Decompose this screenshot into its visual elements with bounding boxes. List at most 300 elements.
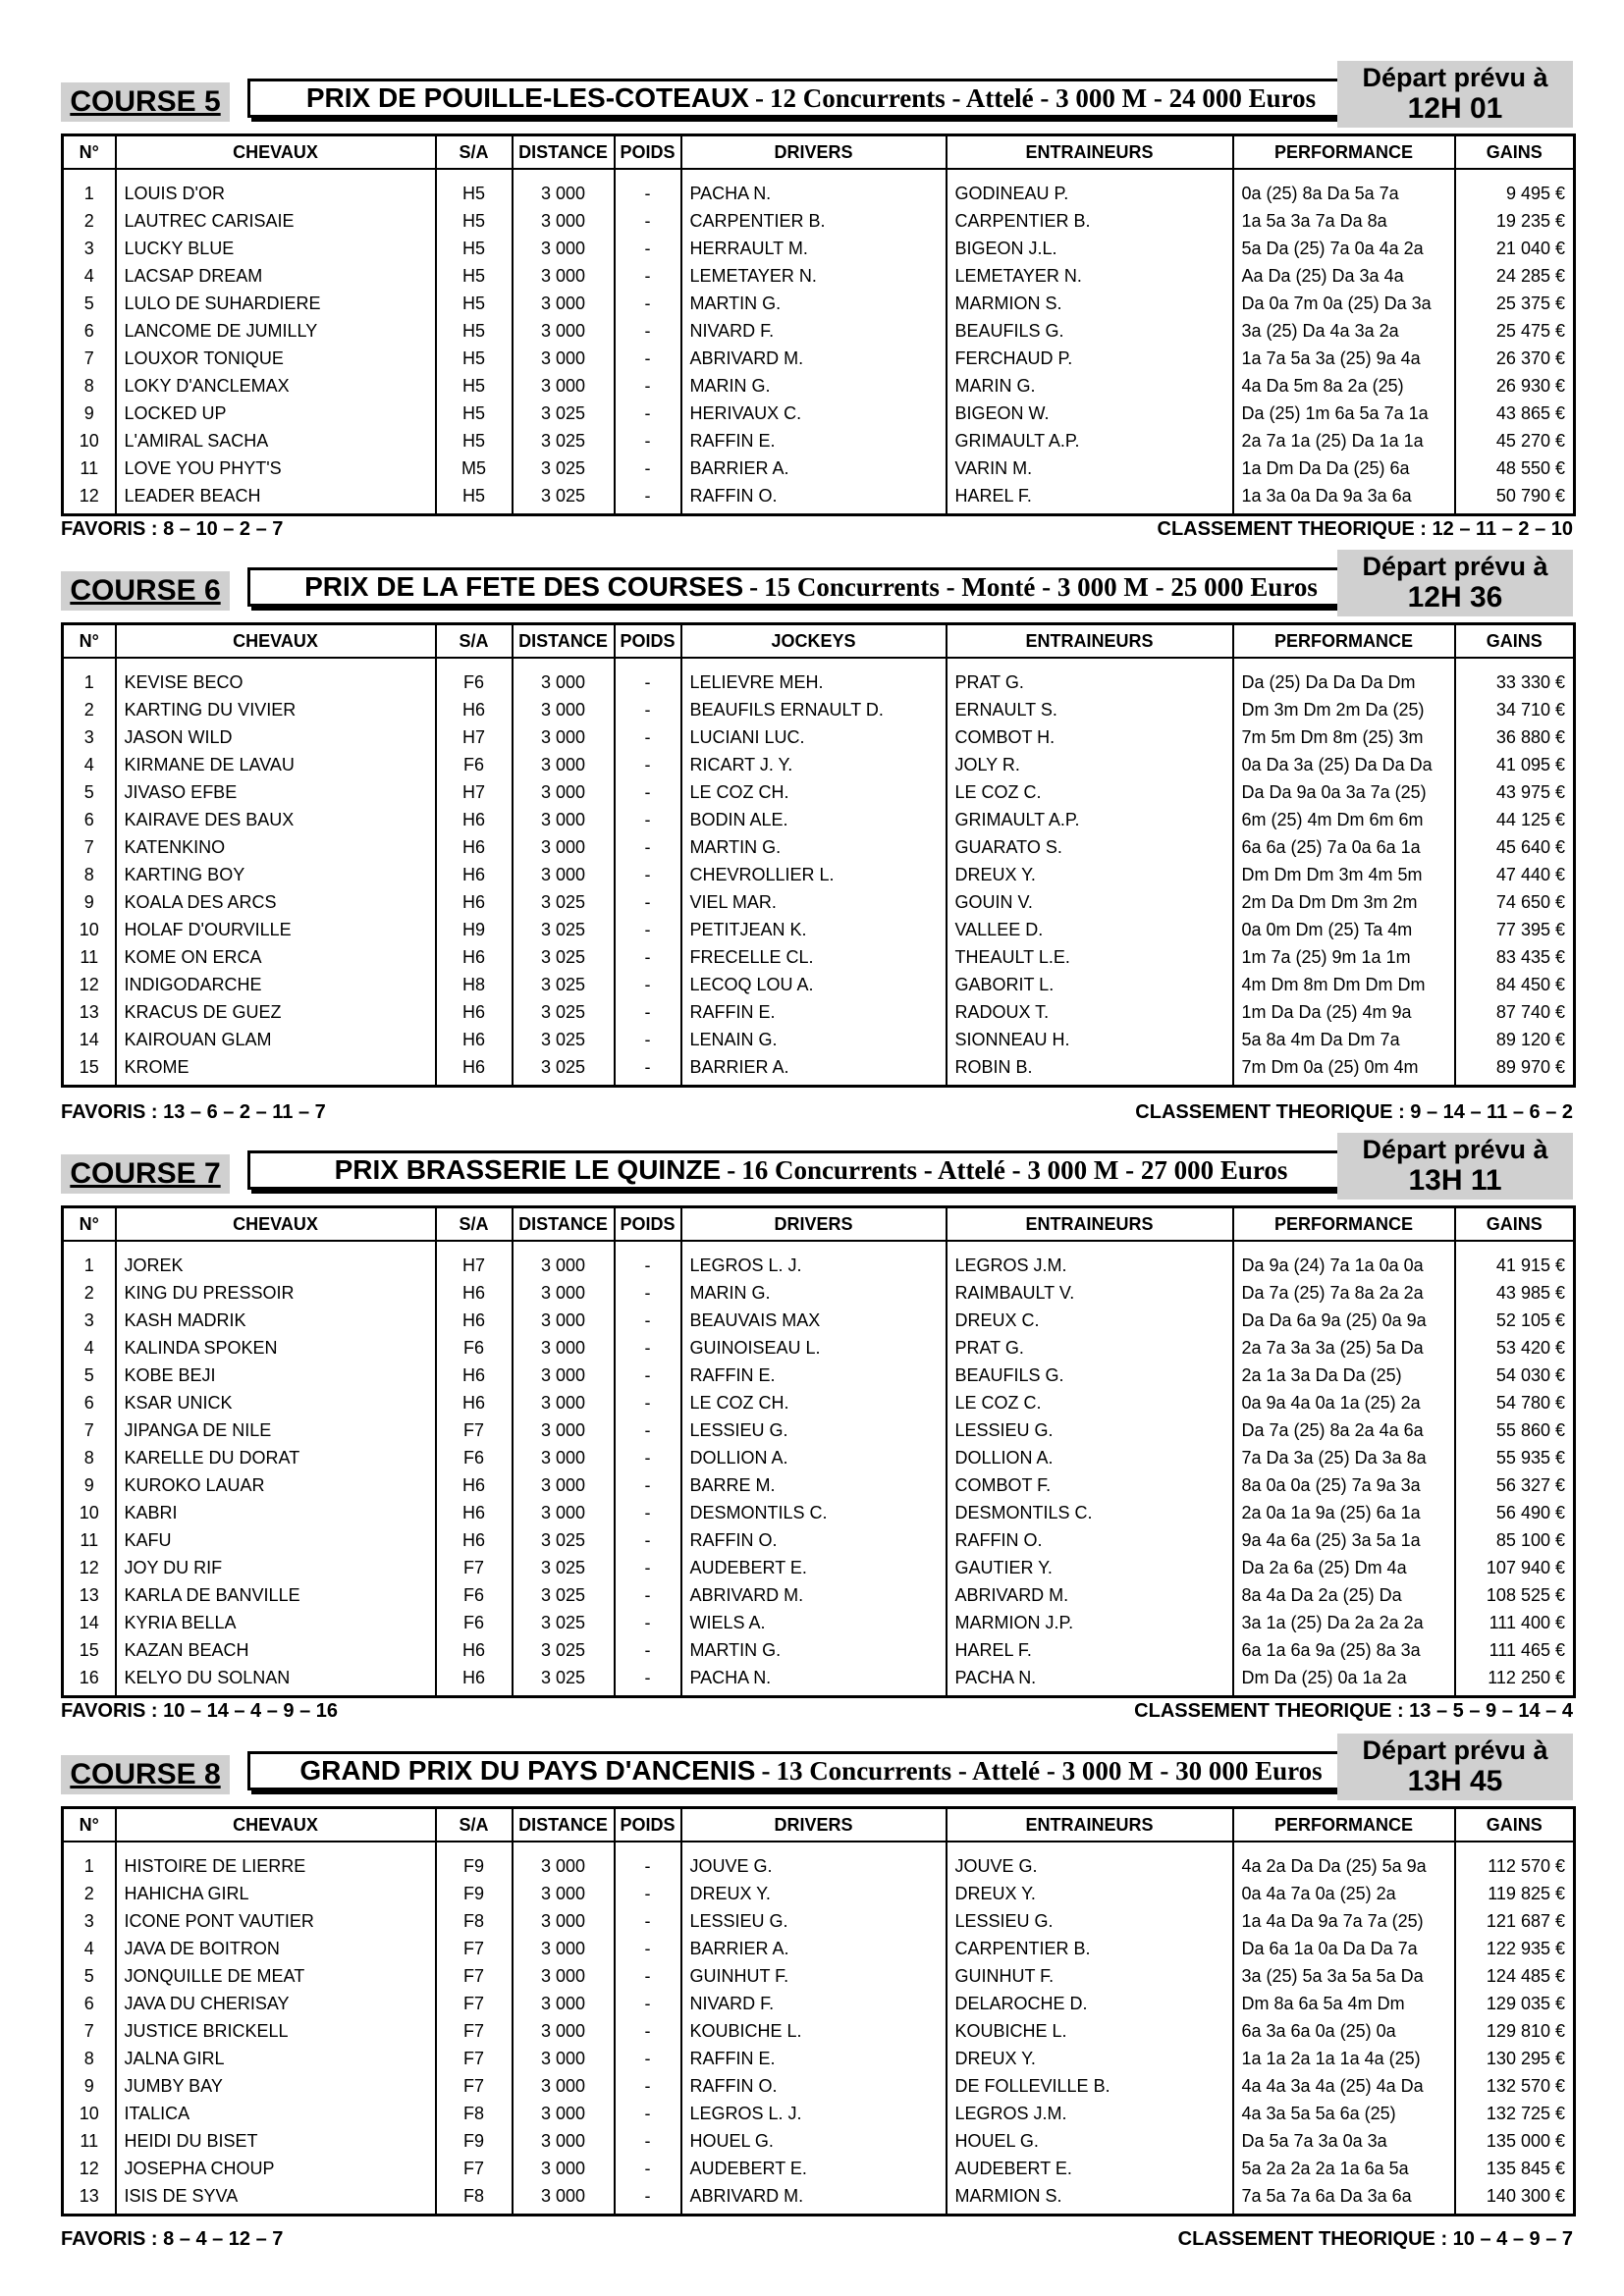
- cell-horse: JIVASO EFBE: [116, 778, 436, 806]
- column-header-distance: DISTANCE: [513, 624, 615, 659]
- cell-driver: LELIEVRE MEH.: [681, 658, 947, 696]
- cell-distance: 3 000: [513, 1416, 615, 1444]
- cell-number: 8: [63, 2045, 116, 2072]
- cell-weight: -: [615, 2155, 681, 2182]
- cell-number: 5: [63, 290, 116, 317]
- runner-row: [63, 943, 1575, 971]
- cell-performance: 4a 2a Da Da (25) 5a 9a: [1233, 1842, 1455, 1880]
- table-body: [63, 658, 1575, 1087]
- cell-distance: 3 025: [513, 1053, 615, 1087]
- cell-sex-age: H5: [436, 400, 513, 427]
- column-header-weight: POIDS: [615, 135, 681, 170]
- cell-distance: 3 000: [513, 1962, 615, 1990]
- cell-sex-age: H6: [436, 1389, 513, 1416]
- runner-row: [63, 1053, 1575, 1087]
- table-body: [63, 1842, 1575, 2216]
- runner-row: [63, 1362, 1575, 1389]
- column-header-driver: DRIVERS: [681, 1207, 947, 1242]
- race-details: 15 Concurrents - Monté - 3 000 M - 25 000 Euros: [764, 571, 1318, 602]
- theoretical-ranking: CLASSEMENT THEORIQUE : 9 – 14 – 11 – 6 – 2: [1135, 1101, 1573, 1123]
- departure-box: [1337, 550, 1573, 616]
- cell-trainer: HOUEL G.: [947, 2127, 1233, 2155]
- cell-performance: 3a (25) 5a 3a 5a 5a Da: [1233, 1962, 1455, 1990]
- cell-earnings: 54 780 €: [1455, 1389, 1575, 1416]
- cell-driver: RAFFIN E.: [681, 427, 947, 454]
- cell-sex-age: H7: [436, 723, 513, 751]
- race-title-separator: -: [749, 571, 759, 602]
- departure-time: 12H 36: [1407, 581, 1503, 614]
- cell-trainer: MARMION S.: [947, 290, 1233, 317]
- cell-earnings: 132 570 €: [1455, 2072, 1575, 2100]
- cell-trainer: DREUX C.: [947, 1307, 1233, 1334]
- cell-distance: 3 000: [513, 1935, 615, 1962]
- cell-earnings: 48 550 €: [1455, 454, 1575, 482]
- cell-number: 4: [63, 1334, 116, 1362]
- cell-number: 7: [63, 2017, 116, 2045]
- cell-sex-age: F6: [436, 1444, 513, 1471]
- cell-horse: KIRMANE DE LAVAU: [116, 751, 436, 778]
- cell-performance: 8a 0a 0a (25) 7a 9a 3a: [1233, 1471, 1455, 1499]
- header-row: [63, 624, 1575, 659]
- cell-performance: 6a 3a 6a 0a (25) 0a: [1233, 2017, 1455, 2045]
- cell-trainer: RAIMBAULT V.: [947, 1279, 1233, 1307]
- cell-horse: JALNA GIRL: [116, 2045, 436, 2072]
- header-row: [63, 1207, 1575, 1242]
- cell-trainer: HAREL F.: [947, 1636, 1233, 1664]
- cell-earnings: 74 650 €: [1455, 888, 1575, 916]
- cell-trainer: COMBOT H.: [947, 723, 1233, 751]
- cell-earnings: 129 810 €: [1455, 2017, 1575, 2045]
- cell-weight: -: [615, 1935, 681, 1962]
- course-section: [61, 1734, 1573, 2250]
- race-name: PRIX BRASSERIE LE QUINZE: [334, 1154, 722, 1185]
- cell-distance: 3 025: [513, 888, 615, 916]
- cell-trainer: CARPENTIER B.: [947, 207, 1233, 235]
- cell-performance: Da 7a (25) 8a 2a 4a 6a: [1233, 1416, 1455, 1444]
- cell-number: 16: [63, 1664, 116, 1697]
- cell-distance: 3 025: [513, 1526, 615, 1554]
- cell-number: 12: [63, 971, 116, 998]
- cell-weight: -: [615, 427, 681, 454]
- cell-distance: 3 000: [513, 1907, 615, 1935]
- cell-driver: HERIVAUX C.: [681, 400, 947, 427]
- cell-earnings: 54 030 €: [1455, 1362, 1575, 1389]
- cell-horse: KABRI: [116, 1499, 436, 1526]
- runner-row: [63, 1907, 1575, 1935]
- theoretical-ranking: CLASSEMENT THEORIQUE : 12 – 11 – 2 – 10: [1157, 518, 1573, 540]
- cell-distance: 3 000: [513, 1389, 615, 1416]
- cell-number: 14: [63, 1026, 116, 1053]
- cell-number: 5: [63, 778, 116, 806]
- cell-trainer: GRIMAULT A.P.: [947, 427, 1233, 454]
- cell-horse: KAIRAVE DES BAUX: [116, 806, 436, 833]
- course-header: [61, 61, 1573, 126]
- cell-number: 6: [63, 1990, 116, 2017]
- cell-horse: KROME: [116, 1053, 436, 1087]
- cell-distance: 3 000: [513, 778, 615, 806]
- cell-trainer: MARMION S.: [947, 2182, 1233, 2216]
- cell-number: 10: [63, 916, 116, 943]
- cell-driver: BARRIER A.: [681, 1935, 947, 1962]
- cell-earnings: 53 420 €: [1455, 1334, 1575, 1362]
- cell-horse: KELYO DU SOLNAN: [116, 1664, 436, 1697]
- cell-distance: 3 000: [513, 1444, 615, 1471]
- cell-number: 1: [63, 1842, 116, 1880]
- course-label: COURSE 6: [61, 571, 230, 611]
- cell-horse: KATENKINO: [116, 833, 436, 861]
- cell-sex-age: M5: [436, 454, 513, 482]
- cell-number: 10: [63, 427, 116, 454]
- cell-driver: GUINOISEAU L.: [681, 1334, 947, 1362]
- cell-earnings: 26 930 €: [1455, 372, 1575, 400]
- race-details: 12 Concurrents - Attelé - 3 000 M - 24 000 Euros: [769, 82, 1317, 113]
- cell-trainer: FERCHAUD P.: [947, 345, 1233, 372]
- runner-row: [63, 1962, 1575, 1990]
- cell-performance: 2m Da Dm Dm 3m 2m: [1233, 888, 1455, 916]
- cell-earnings: 55 935 €: [1455, 1444, 1575, 1471]
- cell-weight: -: [615, 2127, 681, 2155]
- runner-row: [63, 998, 1575, 1026]
- cell-weight: -: [615, 345, 681, 372]
- cell-sex-age: H8: [436, 971, 513, 998]
- cell-distance: 3 000: [513, 345, 615, 372]
- cell-driver: LECOQ LOU A.: [681, 971, 947, 998]
- cell-number: 1: [63, 658, 116, 696]
- runner-row: [63, 916, 1575, 943]
- runner-row: [63, 658, 1575, 696]
- cell-number: 6: [63, 1389, 116, 1416]
- cell-earnings: 84 450 €: [1455, 971, 1575, 998]
- runner-row: [63, 169, 1575, 207]
- cell-weight: -: [615, 1990, 681, 2017]
- cell-number: 2: [63, 1880, 116, 1907]
- cell-distance: 3 000: [513, 1362, 615, 1389]
- cell-earnings: 56 490 €: [1455, 1499, 1575, 1526]
- runner-row: [63, 1880, 1575, 1907]
- cell-sex-age: H9: [436, 916, 513, 943]
- cell-earnings: 135 845 €: [1455, 2155, 1575, 2182]
- race-title-separator: -: [754, 82, 764, 113]
- cell-sex-age: H6: [436, 1526, 513, 1554]
- cell-sex-age: F6: [436, 751, 513, 778]
- cell-earnings: 43 985 €: [1455, 1279, 1575, 1307]
- cell-horse: KARELLE DU DORAT: [116, 1444, 436, 1471]
- cell-driver: KOUBICHE L.: [681, 2017, 947, 2045]
- departure-box: [1337, 61, 1573, 128]
- cell-trainer: BIGEON J.L.: [947, 235, 1233, 262]
- cell-distance: 3 000: [513, 1307, 615, 1334]
- cell-earnings: 47 440 €: [1455, 861, 1575, 888]
- cell-weight: -: [615, 1241, 681, 1279]
- cell-trainer: DELAROCHE D.: [947, 1990, 1233, 2017]
- cell-number: 8: [63, 372, 116, 400]
- cell-weight: -: [615, 971, 681, 998]
- runner-row: [63, 290, 1575, 317]
- cell-earnings: 130 295 €: [1455, 2045, 1575, 2072]
- cell-weight: -: [615, 372, 681, 400]
- cell-horse: LOUXOR TONIQUE: [116, 345, 436, 372]
- runner-row: [63, 1026, 1575, 1053]
- cell-performance: 5a 8a 4m Da Dm 7a: [1233, 1026, 1455, 1053]
- cell-distance: 3 025: [513, 400, 615, 427]
- cell-weight: -: [615, 888, 681, 916]
- cell-weight: -: [615, 317, 681, 345]
- race-title-box: [247, 567, 1375, 607]
- runner-row: [63, 778, 1575, 806]
- cell-horse: LOCKED UP: [116, 400, 436, 427]
- theoretical-ranking: CLASSEMENT THEORIQUE : 10 – 4 – 9 – 7: [1177, 2228, 1573, 2250]
- runner-row: [63, 482, 1575, 515]
- column-header-number: N°: [63, 624, 116, 659]
- cell-sex-age: H6: [436, 1636, 513, 1664]
- cell-performance: Dm 8a 6a 5a 4m Dm: [1233, 1990, 1455, 2017]
- cell-trainer: THEAULT L.E.: [947, 943, 1233, 971]
- cell-driver: BARRIER A.: [681, 454, 947, 482]
- favorites: FAVORIS : 10 – 14 – 4 – 9 – 16: [61, 1700, 339, 1722]
- course-label: COURSE 7: [61, 1154, 230, 1194]
- cell-trainer: KOUBICHE L.: [947, 2017, 1233, 2045]
- runner-row: [63, 806, 1575, 833]
- cell-number: 11: [63, 2127, 116, 2155]
- cell-performance: 2a 7a 3a 3a (25) 5a Da: [1233, 1334, 1455, 1362]
- column-header-number: N°: [63, 135, 116, 170]
- cell-driver: RAFFIN E.: [681, 2045, 947, 2072]
- cell-sex-age: H5: [436, 290, 513, 317]
- cell-weight: -: [615, 1842, 681, 1880]
- cell-performance: 1a 1a 2a 1a 1a 4a (25): [1233, 2045, 1455, 2072]
- cell-trainer: PACHA N.: [947, 1664, 1233, 1697]
- cell-sex-age: H6: [436, 1026, 513, 1053]
- cell-earnings: 52 105 €: [1455, 1307, 1575, 1334]
- runner-row: [63, 723, 1575, 751]
- cell-number: 2: [63, 207, 116, 235]
- cell-distance: 3 000: [513, 2182, 615, 2216]
- cell-sex-age: F7: [436, 2017, 513, 2045]
- cell-sex-age: H7: [436, 778, 513, 806]
- cell-performance: 7m 5m Dm 8m (25) 3m: [1233, 723, 1455, 751]
- runner-row: [63, 861, 1575, 888]
- cell-sex-age: H5: [436, 262, 513, 290]
- course-header: [61, 550, 1573, 614]
- runners-table: [61, 1806, 1576, 2216]
- cell-performance: 5a 2a 2a 2a 1a 6a 5a: [1233, 2155, 1455, 2182]
- cell-horse: JAVA DE BOITRON: [116, 1935, 436, 1962]
- cell-number: 1: [63, 1241, 116, 1279]
- cell-distance: 3 000: [513, 696, 615, 723]
- cell-weight: -: [615, 806, 681, 833]
- cell-earnings: 33 330 €: [1455, 658, 1575, 696]
- cell-number: 5: [63, 1962, 116, 1990]
- cell-horse: KSAR UNICK: [116, 1389, 436, 1416]
- departure-time: 13H 11: [1408, 1164, 1502, 1197]
- cell-trainer: LEGROS J.M.: [947, 1241, 1233, 1279]
- cell-trainer: JOUVE G.: [947, 1842, 1233, 1880]
- cell-performance: 7a Da 3a (25) Da 3a 8a: [1233, 1444, 1455, 1471]
- cell-driver: BODIN ALE.: [681, 806, 947, 833]
- cell-performance: 2a 0a 1a 9a (25) 6a 1a: [1233, 1499, 1455, 1526]
- cell-sex-age: F9: [436, 1880, 513, 1907]
- cell-distance: 3 000: [513, 2072, 615, 2100]
- cell-performance: 0a 9a 4a 0a 1a (25) 2a: [1233, 1389, 1455, 1416]
- cell-driver: BEAUFILS ERNAULT D.: [681, 696, 947, 723]
- cell-horse: KEVISE BECO: [116, 658, 436, 696]
- cell-sex-age: F9: [436, 2127, 513, 2155]
- cell-number: 3: [63, 235, 116, 262]
- runner-row: [63, 833, 1575, 861]
- cell-number: 9: [63, 1471, 116, 1499]
- cell-performance: 8a 4a Da 2a (25) Da: [1233, 1581, 1455, 1609]
- cell-distance: 3 000: [513, 1471, 615, 1499]
- cell-trainer: JOLY R.: [947, 751, 1233, 778]
- cell-sex-age: H5: [436, 427, 513, 454]
- cell-trainer: LEGROS J.M.: [947, 2100, 1233, 2127]
- cell-trainer: DE FOLLEVILLE B.: [947, 2072, 1233, 2100]
- cell-trainer: PRAT G.: [947, 1334, 1233, 1362]
- runner-row: [63, 235, 1575, 262]
- header-row: [63, 1808, 1575, 1842]
- cell-driver: ABRIVARD M.: [681, 2182, 947, 2216]
- cell-distance: 3 000: [513, 2100, 615, 2127]
- cell-sex-age: H7: [436, 1241, 513, 1279]
- runner-row: [63, 751, 1575, 778]
- table-body: [63, 169, 1575, 515]
- cell-number: 11: [63, 454, 116, 482]
- column-header-trainer: ENTRAINEURS: [947, 1207, 1233, 1242]
- runner-row: [63, 1307, 1575, 1334]
- column-header-performance: PERFORMANCE: [1233, 1207, 1455, 1242]
- course-footer: [61, 1101, 1573, 1131]
- cell-driver: LENAIN G.: [681, 1026, 947, 1053]
- cell-earnings: 77 395 €: [1455, 916, 1575, 943]
- cell-earnings: 41 915 €: [1455, 1241, 1575, 1279]
- cell-earnings: 41 095 €: [1455, 751, 1575, 778]
- cell-driver: CHEVROLLIER L.: [681, 861, 947, 888]
- cell-earnings: 50 790 €: [1455, 482, 1575, 515]
- cell-sex-age: F6: [436, 1334, 513, 1362]
- cell-sex-age: H6: [436, 998, 513, 1026]
- cell-horse: LAUTREC CARISAIE: [116, 207, 436, 235]
- cell-horse: LACSAP DREAM: [116, 262, 436, 290]
- race-title-box: [247, 1150, 1375, 1190]
- column-header-earnings: GAINS: [1455, 135, 1575, 170]
- cell-horse: JAVA DU CHERISAY: [116, 1990, 436, 2017]
- cell-driver: LUCIANI LUC.: [681, 723, 947, 751]
- cell-horse: KASH MADRIK: [116, 1307, 436, 1334]
- cell-trainer: PRAT G.: [947, 658, 1233, 696]
- column-header-performance: PERFORMANCE: [1233, 624, 1455, 659]
- cell-distance: 3 000: [513, 723, 615, 751]
- cell-earnings: 85 100 €: [1455, 1526, 1575, 1554]
- runner-row: [63, 372, 1575, 400]
- column-header-earnings: GAINS: [1455, 624, 1575, 659]
- column-header-sex-age: S/A: [436, 1207, 513, 1242]
- cell-earnings: 108 525 €: [1455, 1581, 1575, 1609]
- departure-time: 13H 45: [1407, 1765, 1503, 1797]
- cell-number: 1: [63, 169, 116, 207]
- cell-performance: Da 5a 7a 3a 0a 3a: [1233, 2127, 1455, 2155]
- cell-performance: 1m Da Da (25) 4m 9a: [1233, 998, 1455, 1026]
- runner-row: [63, 1935, 1575, 1962]
- cell-trainer: LE COZ C.: [947, 778, 1233, 806]
- cell-earnings: 83 435 €: [1455, 943, 1575, 971]
- cell-performance: 1a 3a 0a Da 9a 3a 6a: [1233, 482, 1455, 515]
- cell-distance: 3 025: [513, 1609, 615, 1636]
- cell-earnings: 26 370 €: [1455, 345, 1575, 372]
- cell-distance: 3 025: [513, 1026, 615, 1053]
- runner-row: [63, 2045, 1575, 2072]
- cell-earnings: 87 740 €: [1455, 998, 1575, 1026]
- runner-row: [63, 400, 1575, 427]
- cell-earnings: 9 495 €: [1455, 169, 1575, 207]
- runner-row: [63, 262, 1575, 290]
- cell-weight: -: [615, 751, 681, 778]
- race-title-box: [247, 1751, 1375, 1790]
- cell-number: 8: [63, 1444, 116, 1471]
- cell-number: 9: [63, 400, 116, 427]
- cell-number: 7: [63, 833, 116, 861]
- cell-horse: KOBE BEJI: [116, 1362, 436, 1389]
- cell-driver: LE COZ CH.: [681, 1389, 947, 1416]
- cell-performance: 4a 4a 3a 4a (25) 4a Da: [1233, 2072, 1455, 2100]
- cell-performance: 1a Dm Da Da (25) 6a: [1233, 454, 1455, 482]
- cell-performance: 4a 3a 5a 5a 6a (25): [1233, 2100, 1455, 2127]
- cell-performance: Da Da 9a 0a 3a 7a (25): [1233, 778, 1455, 806]
- cell-distance: 3 025: [513, 998, 615, 1026]
- runners-table: [61, 622, 1576, 1088]
- cell-driver: HERRAULT M.: [681, 235, 947, 262]
- cell-horse: JOSEPHA CHOUP: [116, 2155, 436, 2182]
- cell-number: 5: [63, 1362, 116, 1389]
- race-title-separator: -: [761, 1755, 771, 1786]
- cell-sex-age: F8: [436, 2100, 513, 2127]
- runner-row: [63, 2100, 1575, 2127]
- cell-earnings: 45 270 €: [1455, 427, 1575, 454]
- cell-sex-age: F7: [436, 1990, 513, 2017]
- runner-row: [63, 1990, 1575, 2017]
- cell-sex-age: F7: [436, 1962, 513, 1990]
- cell-number: 10: [63, 2100, 116, 2127]
- cell-trainer: GUARATO S.: [947, 833, 1233, 861]
- runner-row: [63, 1389, 1575, 1416]
- cell-earnings: 34 710 €: [1455, 696, 1575, 723]
- column-header-number: N°: [63, 1808, 116, 1842]
- race-details: 16 Concurrents - Attelé - 3 000 M - 27 000 Euros: [741, 1154, 1288, 1185]
- column-header-distance: DISTANCE: [513, 135, 615, 170]
- cell-driver: RICART J. Y.: [681, 751, 947, 778]
- column-header-sex-age: S/A: [436, 135, 513, 170]
- cell-driver: RAFFIN O.: [681, 482, 947, 515]
- cell-distance: 3 000: [513, 262, 615, 290]
- cell-earnings: 43 975 €: [1455, 778, 1575, 806]
- cell-sex-age: H6: [436, 943, 513, 971]
- column-header-earnings: GAINS: [1455, 1808, 1575, 1842]
- runner-row: [63, 345, 1575, 372]
- cell-trainer: LESSIEU G.: [947, 1907, 1233, 1935]
- cell-horse: ISIS DE SYVA: [116, 2182, 436, 2216]
- cell-number: 4: [63, 751, 116, 778]
- runner-row: [63, 1334, 1575, 1362]
- cell-earnings: 129 035 €: [1455, 1990, 1575, 2017]
- cell-distance: 3 000: [513, 372, 615, 400]
- cell-trainer: RADOUX T.: [947, 998, 1233, 1026]
- course-footer: [61, 2228, 1573, 2258]
- cell-performance: 9a 4a 6a (25) 3a 5a 1a: [1233, 1526, 1455, 1554]
- cell-performance: Dm Da (25) 0a 1a 2a: [1233, 1664, 1455, 1697]
- cell-horse: L'AMIRAL SACHA: [116, 427, 436, 454]
- cell-driver: VIEL MAR.: [681, 888, 947, 916]
- runner-row: [63, 1416, 1575, 1444]
- cell-sex-age: F6: [436, 1581, 513, 1609]
